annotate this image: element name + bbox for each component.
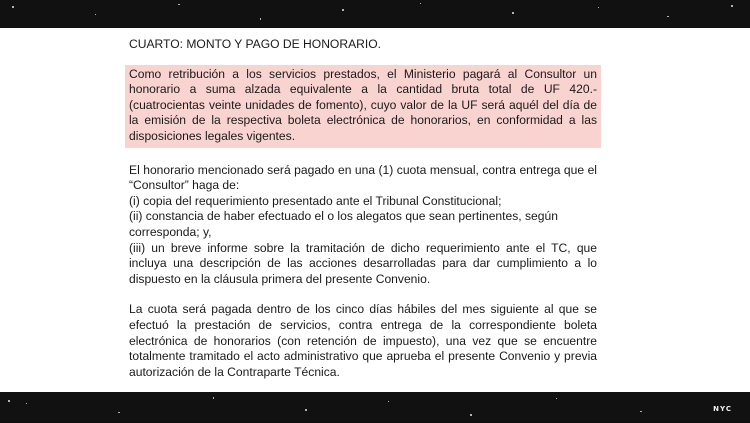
payment-intro-paragraph: El honorario mencionado será pagado en una (1) cuota mensual, contra entrega que el “Consultor” haga de: — [129, 162, 597, 193]
dust-speck — [213, 397, 214, 399]
dust-speck — [598, 7, 599, 8]
dust-speck — [420, 3, 421, 4]
dust-speck — [118, 412, 120, 413]
dust-speck — [260, 18, 261, 20]
dust-speck — [556, 398, 557, 399]
list-item: (ii) constancia de haber efectuado el o los alegatos que sean pertinentes, según corresponda; y, — [129, 209, 558, 239]
dust-speck — [8, 400, 10, 402]
dust-speck — [178, 4, 180, 5]
dust-speck — [342, 9, 344, 11]
payment-terms-paragraph: La cuota será pagada dentro de los cinco días hábiles del mes siguiente al que se efectuó la prestación de servicios, contra entrega de la correspondiente boleta electrónica de honorarios (con retención de impuesto), una vez que se encuentre totalmente tramitado el acto administrativo que aprueba el presente Convenio y previa autorización de la Contraparte Técnica. — [129, 302, 597, 379]
document-body — [129, 37, 597, 423]
dust-speck — [388, 401, 389, 402]
section-heading: CUARTO: MONTO Y PAGO DE HONORARIO. — [129, 37, 381, 51]
dust-speck — [667, 16, 669, 17]
dust-speck — [512, 12, 514, 14]
dust-speck — [95, 14, 96, 15]
dust-speck — [12, 6, 14, 8]
highlighted-paragraph: Como retribución a los servicios prestados, el Ministerio pagará al Consultor un honorario a suma alzada equivalente a la cantidad bruta total de UF 420.- (cuatrocientas veinte unidades de fomento), cuyo valor de la UF será aquél del día de la emisión de la respectiva boleta electrónica de honorarios, en conformidad a las disposiciones legales vigentes. — [125, 65, 601, 148]
dust-speck — [731, 5, 733, 7]
document-page — [0, 28, 750, 392]
nyc-logo: NYC — [713, 405, 732, 413]
bottom-frame-border — [0, 392, 750, 422]
top-frame-border — [0, 0, 750, 28]
dust-speck — [640, 411, 642, 412]
dust-speck — [470, 414, 472, 416]
dust-speck — [26, 403, 27, 404]
list-item: (iii) un breve informe sobre la tramitación de dicho requerimiento ante el TC, que incluya una descripción de las acciones desarrolladas para dar cumplimiento a lo dispuesto en la cláusula primera del presente Convenio. — [129, 240, 597, 286]
dust-speck — [305, 409, 307, 411]
list-item: (i) copia del requerimiento presentado ante el Tribunal Constitucional; — [129, 193, 502, 208]
